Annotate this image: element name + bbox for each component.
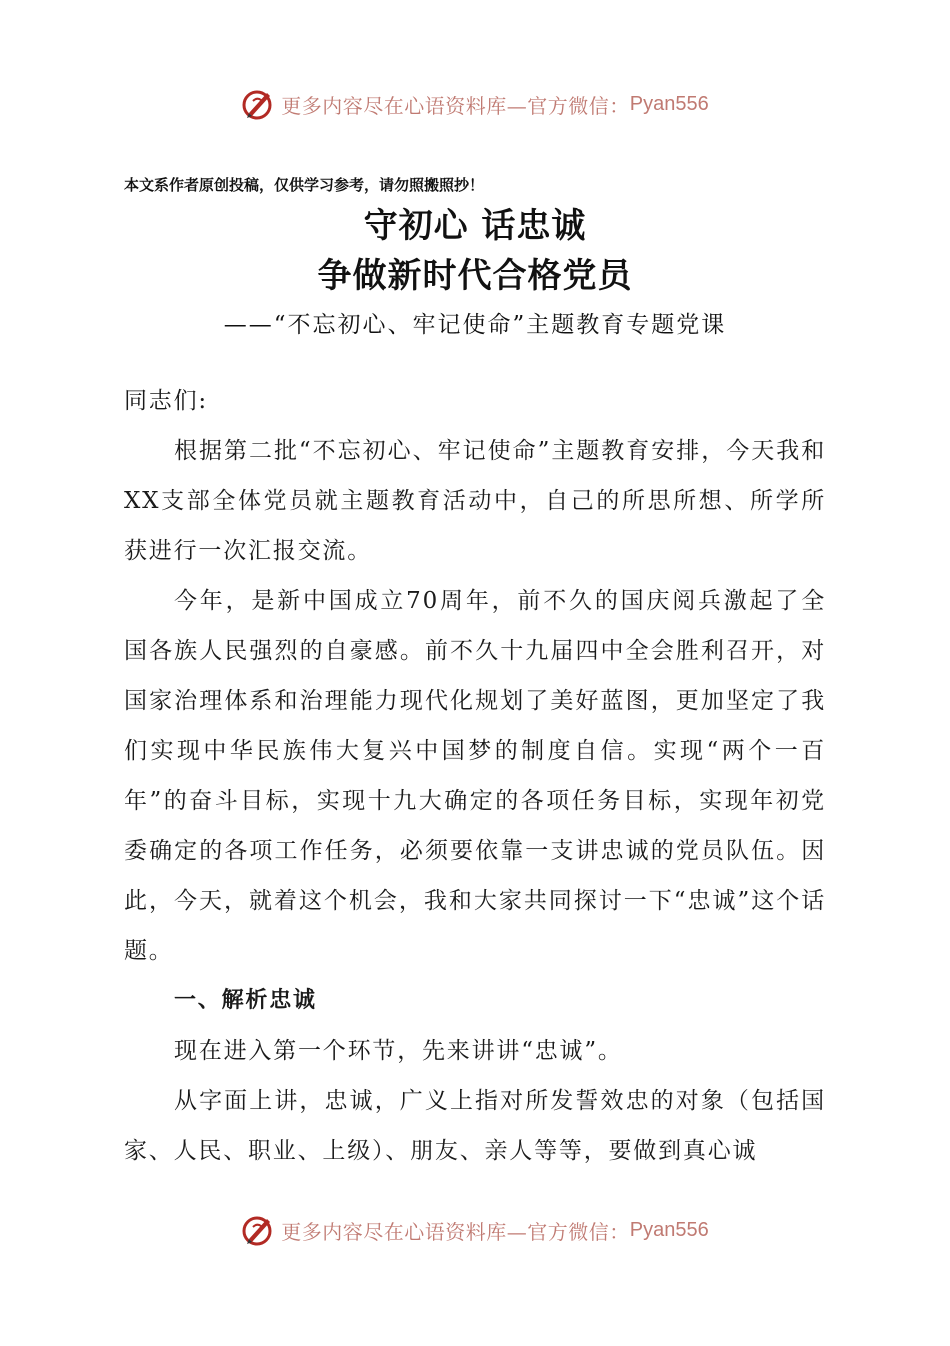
salutation: 同志们:: [124, 388, 208, 414]
page-title-line1: 守初心 话忠诚: [363, 206, 587, 246]
paragraph-2: 今年，是新中国成立70周年，前不久的国庆阅兵激起了全国各族人民强烈的自豪感。前不久十九届四中全会胜利召开，对国家治理体系和治理能力现代化规划了美好蓝图，更加坚定了我们实现中华民族伟大复兴中国梦的制度自信。实现“两个一百年”的奋斗目标，实现十九大确定的各项任务目标，实现年初党委确定的各项工作任务，必须要依靠一支讲忠诚的党员队伍。因此，今天，就着这个机会，我和大家共同探讨一下“忠诚”这个话题。: [124, 588, 826, 964]
page-subtitle: ——“不忘初心、牢记使命”主题教育专题党课: [223, 312, 727, 338]
paragraph-3: 现在进入第一个环节，先来讲讲“忠诚”。: [174, 1038, 623, 1064]
banner-wechat-id: Pyan556: [629, 1218, 709, 1241]
paragraph-1: 根据第二批“不忘初心、牢记使命”主题教育安排，今天我和XX支部全体党员就主题教育活动中，自己的所思所想、所学所获进行一次汇报交流。: [124, 438, 826, 564]
banner-text: 更多内容尽在心语资料库—官方微信：: [281, 1219, 630, 1244]
footer-banner: [0, 1210, 950, 1250]
banner-text: 更多内容尽在心语资料库—官方微信：: [281, 93, 630, 118]
pen-logo-icon: [241, 1213, 275, 1247]
banner-wechat-id: Pyan556: [629, 92, 709, 115]
copyright-notice: 本文系作者原创投稿，仅供学习参考，请勿照搬照抄！: [124, 176, 485, 194]
section-heading-1: 一、解析忠诚: [174, 988, 317, 1013]
paragraph-4: 从字面上讲，忠诚，广义上指对所发誓效忠的对象（包括国家、人民、职业、上级）、朋友、亲人等等，要做到真心诚: [124, 1088, 826, 1164]
page-title-line2: 争做新时代合格党员: [317, 256, 633, 296]
pen-logo-icon: [241, 87, 275, 121]
header-banner: [0, 84, 950, 124]
